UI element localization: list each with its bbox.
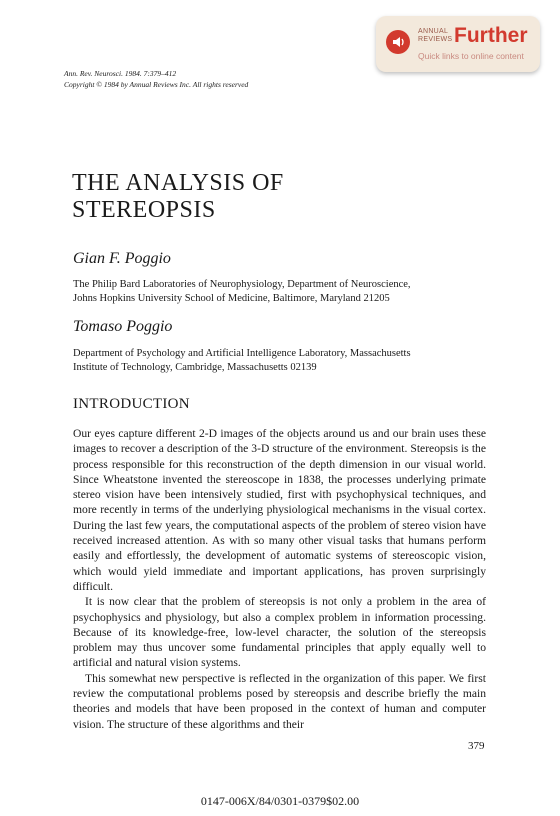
body-text xyxy=(73,426,486,732)
footer-code: 0147-006X/84/0301-0379$02.00 xyxy=(200,794,360,808)
author-name: Gian F. Poggio xyxy=(73,250,171,267)
badge-subtitle: Quick links to online content xyxy=(418,51,524,61)
journal-citation xyxy=(64,68,364,90)
paragraph: This somewhat new perspective is reflected in the organization of this paper. We first review the computational problems posed by stereopsis and describe briefly the main theories and models that have been proposed in the context of human and computer vision. The structure of these algorithms and their xyxy=(73,671,486,731)
author-affiliation: The Philip Bard Laboratories of Neurophysiology, Department of Neuroscience, Johns Hopkins University School of Medicine, Baltimore, Maryland 21205 xyxy=(73,279,411,304)
paragraph: Our eyes capture different 2-D images of the objects around us and our brain uses these images to recover a description of the 3-D structure of the environment. Stereopsis is the process responsible for this reconstruction of the depth dimension in our visual world. Since Wheatstone invented the stereoscope in 1838, the processes underlying primate stereo vision have been intensively studied, first with psychophysical techniques, and more recently in terms of the underlying physiological mechanisms in the visual cortex. During the last few years, the computational aspects of the problem of stereo vision have received increased attention. As with so many other visual tasks that humans perform easily and effortlessly, the development of automatic systems of stereoscopic vision, which would yield immediate and important applications, has proven surprisingly difficult. xyxy=(73,427,486,593)
copyright-line: Copyright © 1984 by Annual Reviews Inc. All rights reserved xyxy=(64,80,249,89)
badge-annual-reviews-label: ANNUAL REVIEWS xyxy=(418,28,453,43)
badge-further-label: Further xyxy=(454,24,528,47)
author-name: Tomaso Poggio xyxy=(73,318,173,335)
citation-line: Ann. Rev. Neurosci. 1984. 7:379–412 xyxy=(64,69,177,78)
page-number: 379 xyxy=(468,740,485,752)
annual-reviews-further-badge[interactable] xyxy=(376,16,540,72)
speaker-icon xyxy=(386,30,410,54)
author-affiliation: Department of Psychology and Artificial Intelligence Laboratory, Massachusetts Institute of Technology, Cambridge, Massachusetts 02139 xyxy=(73,348,411,373)
paragraph: It is now clear that the problem of stereopsis is not only a problem in the area of psychophysics and physiology, but also a complex problem in information processing. Because of its knowledge-free, low-level character, the solution of the stereopsis problem may thus uncover some fundamental principles that apply equally well to artificial and natural vision systems. xyxy=(73,595,486,670)
article-title: THE ANALYSIS OF STEREOPSIS xyxy=(72,170,284,223)
section-heading: INTRODUCTION xyxy=(73,396,190,412)
